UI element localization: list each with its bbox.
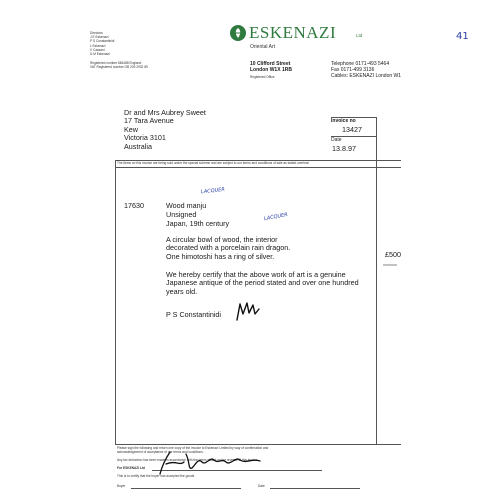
date-line — [270, 488, 360, 489]
customer-suburb: Kew — [124, 124, 138, 134]
director-name: L Eskenazi — [90, 43, 106, 48]
customer-street: 17 Tara Avenue — [124, 116, 174, 126]
invoice-date: 13.8.97 — [332, 144, 356, 153]
handwritten-page-number: 41 — [456, 31, 469, 42]
telephone: Telephone 0171-493 5464 — [331, 61, 390, 67]
divider — [115, 167, 401, 168]
director-name: D M Eskenazi — [90, 52, 110, 57]
cables: Cables: ESKENAZI London W1 — [331, 73, 402, 79]
item-description — [166, 236, 290, 261]
address-note: Registered Office — [250, 75, 275, 79]
company-logo-text: ESKENAZI — [249, 23, 337, 42]
footer-line: Any tax deduction has been made in accordance with the terms stated on the reverse of this invoice. — [117, 458, 259, 462]
item-price: £500 — [385, 250, 401, 259]
customer-state: Victoria 3101 — [124, 133, 166, 143]
director-name: V Cassani — [90, 47, 105, 52]
footer-line: This is to certify that the buyer has accepted the goods — [117, 474, 195, 478]
footer-line: Please sign the following and return one copy of the invoice to Eskenazi Limited by way of confirmation and — [117, 446, 269, 450]
stock-number: 17630 — [124, 201, 144, 210]
price-code: xxxxxxx — [383, 262, 397, 267]
footer-line: acknowledgement of acceptance of our terms and conditions. — [117, 450, 204, 455]
item-title: Wood manju — [166, 201, 207, 210]
buyer-line — [131, 488, 241, 489]
registration-number: Registered number 684488 England — [90, 61, 142, 65]
customer-address — [124, 109, 206, 151]
directors-heading: Directors — [90, 31, 103, 35]
description-line: decorated with a porcelain rain dragon. — [166, 243, 291, 253]
handwritten-annotation: LACQUER — [263, 211, 289, 223]
director-name: J E Eskenazi — [90, 35, 109, 40]
description-line: A circular bowl of wood, the interior — [166, 235, 278, 244]
left-margin-line — [115, 160, 116, 444]
certification-line: years old. — [166, 286, 198, 296]
item-origin: Japan, 19th century — [166, 219, 230, 228]
signatory-name: P S Constantinidi — [166, 310, 222, 319]
customer-country: Australia — [124, 141, 152, 151]
certification-line: We hereby certify that the above work of art is a genuine — [166, 270, 346, 279]
certification-line: Japanese antique of the period stated and over one hundred — [166, 278, 359, 288]
certification — [166, 271, 359, 296]
address-city: London W1X 1RB — [250, 67, 292, 73]
footer-line: Buyer — [117, 484, 126, 488]
logo-emblem-icon — [230, 25, 246, 41]
tagline: Oriental Art — [250, 44, 276, 50]
invoice-label: Invoice no — [331, 118, 356, 124]
divider — [115, 444, 401, 445]
footer-line: For ESKENAZI Ltd — [117, 466, 145, 470]
director-name: P S Constantinidi — [90, 39, 115, 44]
description-line: One himotoshi has a ring of silver. — [166, 251, 275, 261]
footer-signature-scribble — [156, 448, 266, 478]
directors-block — [90, 31, 114, 56]
handwritten-annotation: LACQUER — [200, 186, 226, 196]
fax: Fax 0171-499 3136 — [331, 67, 375, 73]
customer-name: Dr and Mrs Aubrey Sweet — [124, 108, 206, 117]
terms-line: The items on this invoice are being sold under the special scheme and are subject to our terms and conditions of sale as stated overleaf. — [117, 161, 310, 165]
logo-suffix: Ltd — [356, 33, 363, 38]
vat-number: VAT Registered number GB 239 2932 89 — [90, 65, 148, 70]
invoice-number: 13427 — [342, 125, 362, 134]
item-signature: Unsigned — [166, 210, 197, 219]
footer-line: Date — [258, 484, 265, 488]
date-label: Date — [331, 137, 342, 143]
signature-scribble — [234, 300, 262, 322]
address-street: 10 Clifford Street — [250, 61, 291, 67]
registration-block — [90, 61, 148, 69]
